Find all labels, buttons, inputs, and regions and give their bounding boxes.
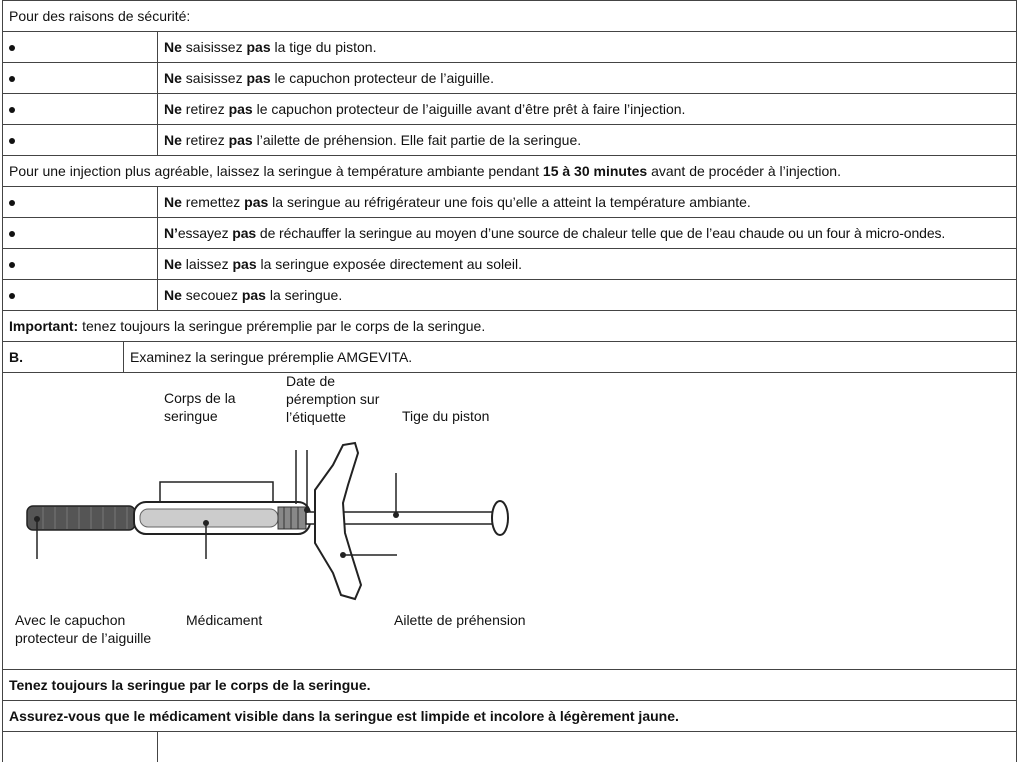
safety-item: Ne saisissez pas le capuchon protecteur de l’aiguille. [3,63,1017,94]
cap-label: Avec le capuchon protecteur de l’aiguille [15,612,152,646]
bullet-icon [9,231,15,237]
hold-note: Tenez toujours la seringue par le corps de la seringue. [3,670,1017,701]
body-label: Corps de la seringue [164,390,236,424]
document [2,0,1016,762]
plunger-head [492,501,508,535]
bullet-icon [9,107,15,113]
important-note: Important: tenez toujours la seringue préremplie par le corps de la seringue. [3,311,1017,342]
temperature-item: Ne remettez pas la seringue au réfrigérateur une fois qu’elle a atteint la température ambiante. [3,187,1017,218]
expiry-label: Date de péremption sur l’étiquette [286,373,380,425]
temperature-item: Ne laissez pas la seringue exposée directement au soleil. [3,249,1017,280]
instructions-table [2,0,1017,762]
check-note: Assurez-vous que le médicament visible dans la seringue est limpide et incolore à légèrement jaune. [3,701,1017,732]
temperature-item: N’essayez pas de réchauffer la seringue au moyen d’une source de chaleur telle que de l’eau chaude ou un four à micro-ondes. [3,218,1017,249]
medicine [140,509,278,527]
temperature-item: Ne secouez pas la seringue. [3,280,1017,311]
safety-intro: Pour des raisons de sécurité: [3,1,1017,32]
bullet-icon [9,138,15,144]
bullet-icon [9,45,15,51]
bullet-icon [9,262,15,268]
step-text: Examinez la seringue préremplie AMGEVITA. [130,349,413,365]
bullet-icon [9,200,15,206]
temperature-intro: Pour une injection plus agréable, laissez la seringue à température ambiante pendant 15 à 30 minutes avant de procéder à l’injection. [3,156,1017,187]
bullet-icon [9,76,15,82]
step-label: B. [3,342,124,372]
bullet-icon [9,293,15,299]
syringe-figure [3,373,1017,670]
plunger-label: Tige du piston [402,408,490,424]
safety-item: Ne retirez pas l’ailette de préhension. Elle fait partie de la seringue. [3,125,1017,156]
flange-label: Ailette de préhension [394,612,526,628]
safety-item: Ne retirez pas le capuchon protecteur de l’aiguille avant d’être prêt à faire l’injection. [3,94,1017,125]
medicine-label: Médicament [186,612,263,628]
safety-item: Ne saisissez pas la tige du piston. [3,32,1017,63]
